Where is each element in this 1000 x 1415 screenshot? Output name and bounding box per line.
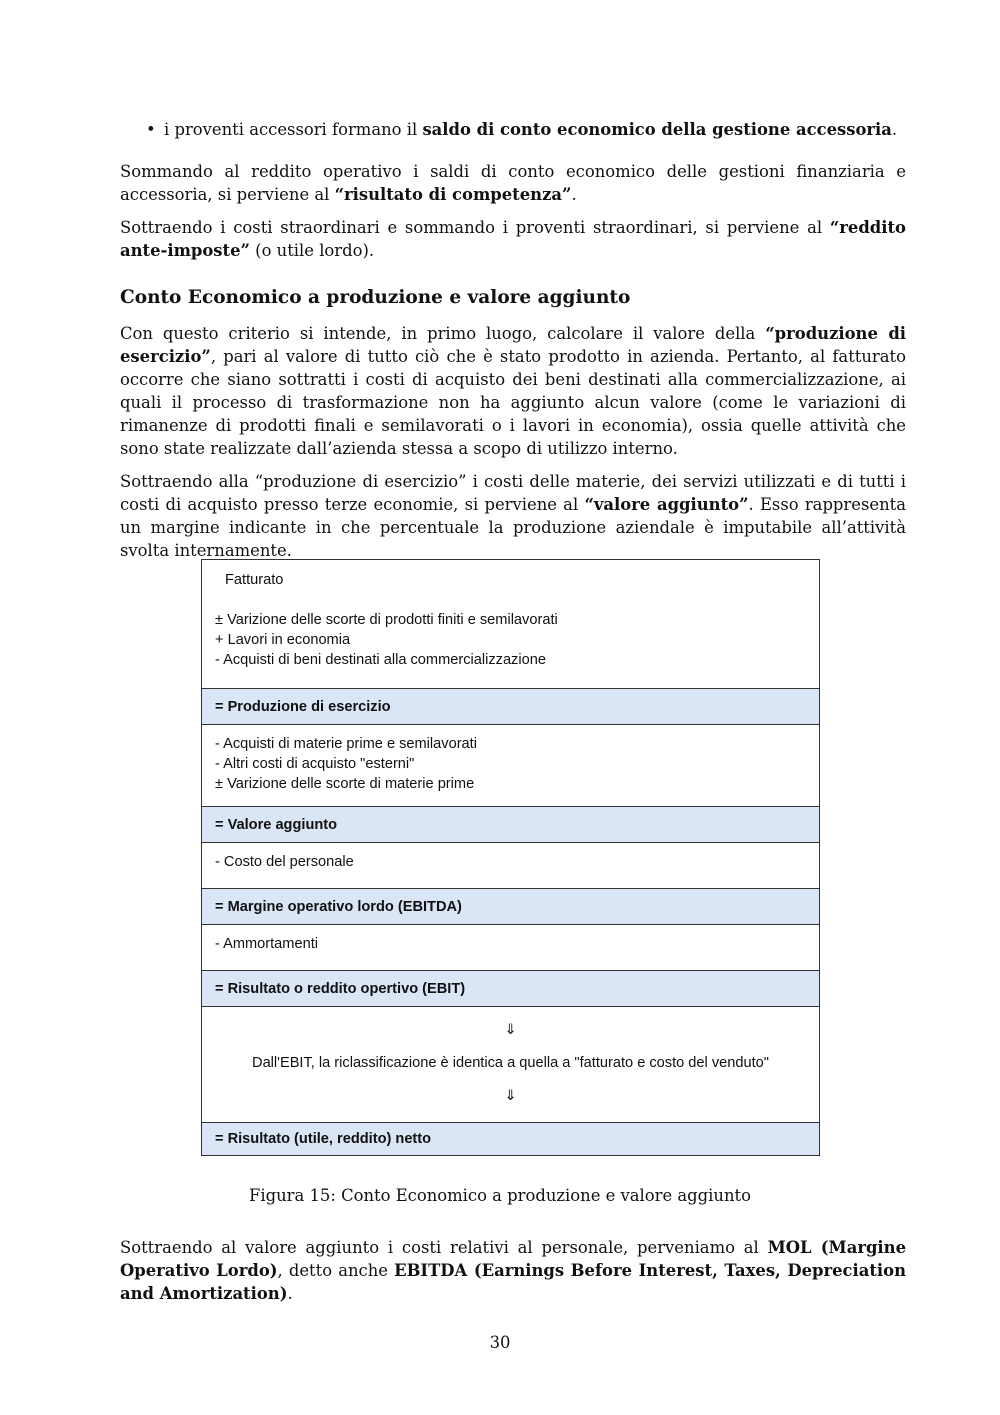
bullet-item: • i proventi accessori formano il saldo di conto economico della gestione accessoria.	[146, 120, 898, 139]
band-margine-operativo-lordo: = Margine operativo lordo (EBITDA)	[202, 888, 819, 925]
block-fatturato	[202, 560, 819, 689]
figure-line: ± Varizione delle scorte di prodotti finiti e semilavorati	[215, 612, 558, 628]
paragraph-risultato-competenza: Sommando al reddito operativo i saldi di conto economico delle gestioni finanziaria e accessoria, si perviene al “risultato di competenza”.	[120, 162, 906, 204]
band-risultato-netto: = Risultato (utile, reddito) netto	[202, 1122, 819, 1155]
body-text-after-figure	[120, 1236, 906, 1305]
figure-line: - Ammortamenti	[215, 936, 318, 952]
down-arrow-icon: ⇓	[504, 1088, 517, 1104]
figure-line: - Altri costi di acquisto "esterni"	[215, 756, 415, 772]
block-personale	[202, 843, 819, 888]
block-ammortamenti	[202, 925, 819, 970]
band-valore-aggiunto: = Valore aggiunto	[202, 806, 819, 843]
figure-caption: Figura 15: Conto Economico a produzione e valore aggiunto	[249, 1186, 751, 1205]
bold-term: EBITDA (Earnings Before Interest, Taxes, Depreciation and Amortization)	[120, 1261, 907, 1303]
paragraph-produzione-esercizio: Con questo criterio si intende, in primo luogo, calcolare il valore della “produzione di esercizio”, pari al valore di tutto ciò che è stato prodotto in azienda. Pertanto, al fatturato occorre che siano sottratti i costi di acquisto dei beni destinati alla commercializzazione, ai quali il processo di trasformazione non ha aggiunto alcun valore (come le variazioni di rimanenze di prodotti finali e semilavorati o i lavori in economia), ossia quelle attività che sono state realizzate dall’azienda stessa a scopo di utilizzo interno.	[120, 324, 907, 458]
figure-line: - Acquisti di materie prime e semilavorati	[215, 736, 477, 752]
figure-line: ± Varizione delle scorte di materie prime	[215, 776, 475, 792]
page-number: 30	[489, 1333, 511, 1352]
paragraph-reddito-ante-imposte: Sottraendo i costi straordinari e sommando i proventi straordinari, si perviene al “reddito ante-imposte” (o utile lordo).	[120, 218, 906, 260]
down-arrow-icon: ⇓	[504, 1022, 517, 1038]
figure-line: + Lavori in economia	[215, 632, 351, 648]
figure-line: - Costo del personale	[215, 854, 354, 870]
bold-term: “valore aggiunto”	[584, 495, 749, 514]
figure-note: Dall'EBIT, la riclassificazione è identica a quella a "fatturato e costo del venduto"	[252, 1055, 769, 1071]
figure-conto-economico-table	[201, 559, 820, 1156]
band-risultato-operativo: = Risultato o reddito opertivo (EBIT)	[202, 970, 819, 1007]
figure-line: - Acquisti di beni destinati alla commercializzazione	[215, 652, 546, 668]
body-text	[120, 118, 906, 572]
block-costi-acquisto	[202, 725, 819, 806]
bold-term: saldo di conto economico della gestione accessoria	[422, 120, 892, 139]
band-produzione-esercizio: = Produzione di esercizio	[202, 688, 819, 725]
bold-term: MOL (Margine Operativo Lordo)	[120, 1238, 906, 1280]
bullet-marker: •	[146, 120, 156, 139]
block-nota-ebit	[202, 1007, 819, 1122]
bold-term: “risultato di competenza”	[334, 185, 572, 204]
figure-line: Fatturato	[225, 572, 284, 588]
bold-term: “reddito ante-imposte”	[120, 218, 906, 260]
paragraph-mol-ebitda: Sottraendo al valore aggiunto i costi relativi al personale, perveniamo al MOL (Margine Operativo Lordo), detto anche EBITDA (Earnings Before Interest, Taxes, Depreciation and Amortization).	[120, 1238, 907, 1303]
section-heading: Conto Economico a produzione e valore aggiunto	[120, 287, 631, 308]
paragraph-valore-aggiunto: Sottraendo alla “produzione di esercizio” i costi delle materie, dei servizi utilizzati e di tutti i costi di acquisto presso terze economie, si perviene al “valore aggiunto”. Esso rappresenta un margine indicante in che percentuale la produzione aziendale è imputabile all’attività svolta internamente.	[120, 472, 906, 560]
bold-term: “produzione di esercizio”	[120, 324, 907, 366]
